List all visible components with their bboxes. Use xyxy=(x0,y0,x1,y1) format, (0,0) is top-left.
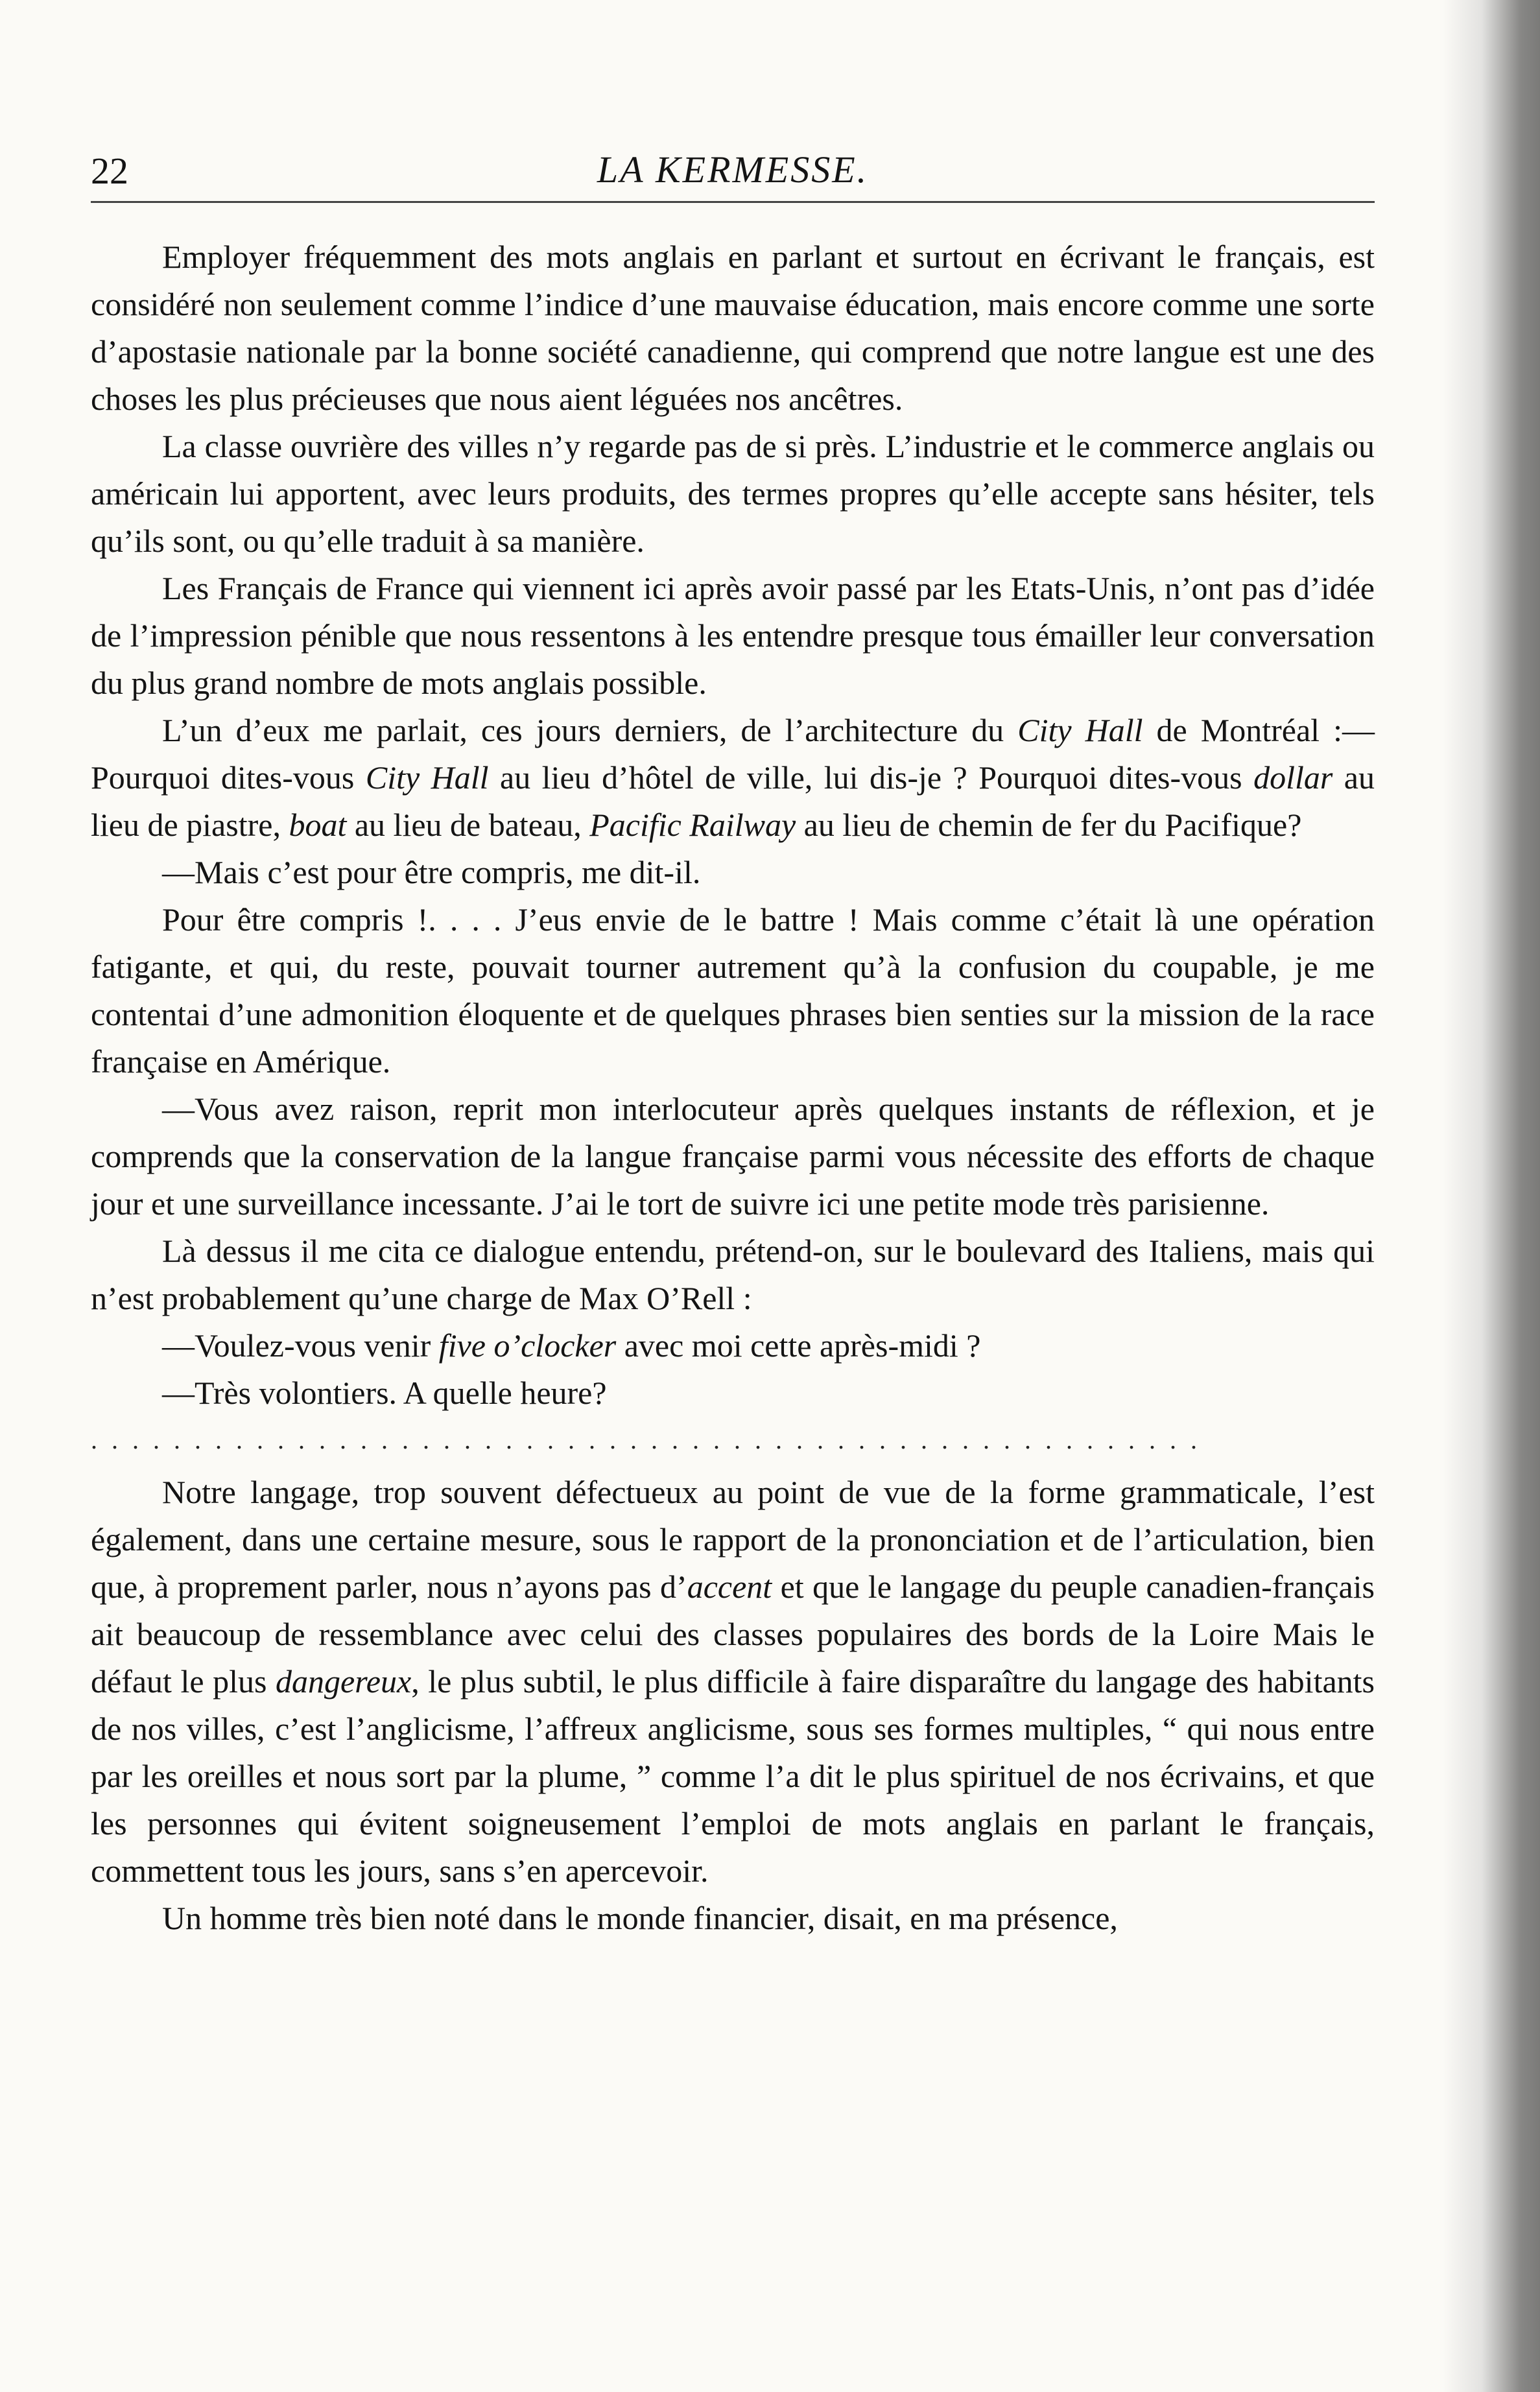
paragraph xyxy=(91,1085,1375,1227)
page-number: 22 xyxy=(91,150,128,192)
italic-term: City Hall xyxy=(365,759,489,796)
paragraph xyxy=(91,565,1375,707)
italic-term: dollar xyxy=(1253,759,1333,796)
text-run: La classe ouvrière des villes n’y regarde pas de si près. L’industrie et le commerce anglais ou américain lui apportent, avec leurs produits, des termes propres qu’elle accepte sans hésiter, tels qu’ils sont, ou qu’elle traduit à sa manière. xyxy=(91,428,1375,559)
scan-edge-shadow xyxy=(1443,0,1540,2392)
paragraph xyxy=(91,849,1375,896)
text-run: L’un d’eux me parlait, ces jours derniers, de l’architecture du xyxy=(162,712,1018,748)
paragraph xyxy=(91,1227,1375,1322)
text-run: Là dessus il me cita ce dialogue entendu, prétend-on, sur le boulevard des Italiens, mais qui n’est probablement qu’une charge de Max O’Rell : xyxy=(91,1233,1375,1316)
paragraph xyxy=(91,233,1375,423)
paragraph xyxy=(91,707,1375,849)
book-page xyxy=(91,130,1375,1942)
italic-term: Pacific Railway xyxy=(589,807,796,843)
page-header xyxy=(91,130,1375,195)
text-run: , le plus subtil, le plus difficile à faire disparaître du langage des habitants de nos villes, c’est l’anglicisme, l’affreux anglicisme, sous ses formes multiples, “ qui nous entre par les oreilles et nous sort par la plume, ” comme l’a dit le plus spirituel de nos écrivains, et que les personnes qui évitent soigneusement l’emploi de mots anglais en parlant le français, commettent tous les jours, sans s’en apercevoir. xyxy=(91,1663,1375,1889)
paragraph xyxy=(91,1895,1375,1942)
text-run: —Mais c’est pour être compris, me dit-il. xyxy=(162,854,701,890)
text-run: Pour être compris !. . . . J’eus envie de le battre ! Mais comme c’était là une opération fatigante, et qui, du reste, pouvait tourner autrement qu’à la confusion du coupable, je me contentai d’une admonition éloquente et de quelques phrases bien senties sur la mission de la race française en Amérique. xyxy=(91,901,1375,1080)
section-separator: . . . . . . . . . . . . . . . . . . . . . . . . . . . . . . . . . . . . . . . . . . . . . . . . . . . . . . xyxy=(91,1425,1201,1454)
text-run: et que le langage du peuple canadien-français ait beaucoup de ressemblance avec celui des classes populaires des bords de la Loire Mais le défaut le plus xyxy=(91,1569,1375,1699)
text-run: —Vous avez raison, reprit mon interlocuteur après quelques instants de réflexion, et je comprends que la conservation de la langue française parmi vous nécessite des efforts de chaque jour et une surveillance incessante. J’ai le tort de suivre ici une petite mode très parisienne. xyxy=(91,1091,1375,1222)
header-rule xyxy=(91,201,1375,203)
italic-term: City Hall xyxy=(1017,712,1143,748)
running-title: LA KERMESSE. xyxy=(597,148,869,191)
text-run: Employer fréquemment des mots anglais en parlant et surtout en écrivant le français, est considéré non seulement comme l’indice d’une mauvaise éducation, mais encore comme une sorte d’apostasie nationale par la bonne société canadienne, qui comprend que notre langue est une des choses les plus précieuses que nous aient léguées nos ancêtres. xyxy=(91,239,1375,417)
paragraph xyxy=(91,1322,1375,1369)
paragraph xyxy=(91,1369,1375,1417)
text-run: au lieu de piastre, xyxy=(91,759,1375,843)
text-run: au lieu de chemin de fer du Pacifique? xyxy=(796,807,1302,843)
text-run: —Très volontiers. A quelle heure? xyxy=(162,1375,607,1411)
text-run: au lieu de bateau, xyxy=(346,807,590,843)
italic-term: accent xyxy=(687,1569,772,1605)
italic-term: five o’clocker xyxy=(438,1327,617,1364)
text-run: de Montréal :—Pourquoi dites-vous xyxy=(91,712,1375,796)
italic-term: boat xyxy=(289,807,347,843)
text-run: au lieu d’hôtel de ville, lui dis-je ? Pourquoi dites-vous xyxy=(488,759,1254,796)
paragraph xyxy=(91,423,1375,565)
paragraph xyxy=(91,896,1375,1085)
text-section-2 xyxy=(91,1469,1375,1942)
page-body xyxy=(91,233,1375,1942)
text-section-1 xyxy=(91,233,1375,1417)
text-run: Un homme très bien noté dans le monde financier, disait, en ma présence, xyxy=(162,1900,1118,1936)
italic-term: dangereux xyxy=(276,1663,412,1699)
text-run: —Voulez-vous venir xyxy=(162,1327,439,1364)
text-run: Notre langage, trop souvent défectueux au point de vue de la forme grammaticale, l’est également, dans une certaine mesure, sous le rapport de la prononciation et de l’articulation, bien que, à proprement parler, nous n’ayons pas d’ xyxy=(91,1474,1375,1605)
text-run: Les Français de France qui viennent ici après avoir passé par les Etats-Unis, n’ont pas d’idée de l’impression pénible que nous ressentons à les entendre presque tous émailler leur conversation du plus grand nombre de mots anglais possible. xyxy=(91,570,1375,701)
text-run: avec moi cette après-midi ? xyxy=(616,1327,981,1364)
paragraph xyxy=(91,1469,1375,1895)
